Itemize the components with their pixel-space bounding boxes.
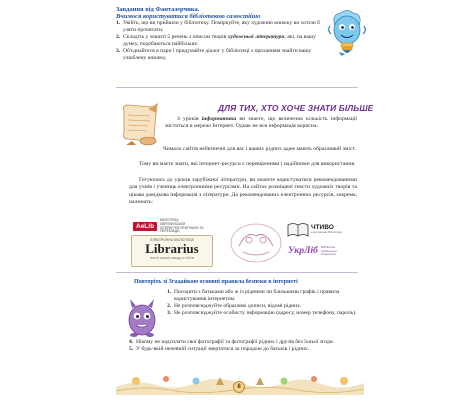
purple-monster-mascot-icon: [124, 294, 160, 338]
safety-title: Повторіть зі Згадайкою основні правила безпеки в інтернеті: [134, 279, 298, 285]
open-book-icon: [287, 222, 309, 237]
ukrlib-logo[interactable]: [288, 246, 351, 257]
task-item-1-number: 1.: [116, 20, 121, 26]
safety-item-4-number: 4.: [129, 339, 134, 345]
info-paragraph-3: Тому ви маєте знати, які інтернет-ресурси є перевіреними і надійними для використання.: [139, 161, 356, 167]
aelib-logo[interactable]: [133, 219, 204, 234]
safety-item-2-number: 2.: [167, 303, 172, 310]
safety-item-4-text: Нікому не надсилати свої фотографії та фотографії рідних і друзів без їхньої згоди.: [136, 339, 335, 345]
more-info-heading: ДЛЯ ТИХ, ХТО ХОЧЕ ЗНАТИ БІЛЬШЕ: [218, 103, 374, 113]
section-divider: [116, 87, 358, 88]
info-paragraph-1-start: З уроків: [177, 116, 202, 122]
safety-item-1-number: 1.: [167, 289, 172, 295]
info-paragraph-2: Чимало сайтів небезпечні для вас і ваших рідних адже мають образливий зміст.: [163, 146, 356, 152]
librarius-top-label: ЕЛЕКТРОННА БІБЛІОТЕКА: [150, 238, 194, 242]
safety-item-2-text: Не розповсюджуйте образливі дописи, відомі рідних.: [174, 303, 302, 310]
task-item-2: [116, 34, 324, 48]
task-item-3-number: 3.: [116, 48, 121, 55]
safety-item-5-number: 5.: [129, 346, 134, 353]
chtyvo-logo[interactable]: [287, 222, 347, 237]
task-item-3-text: Об'єднайтеся в пари і придумайте діалог у бібліотеці з проханням знайти вашу улюблену книжку.: [123, 48, 312, 62]
librarius-tagline: тексти книжок завжди з тобою: [149, 256, 195, 260]
ukrlib-description: Бібліотека Української Літератури: [320, 245, 337, 257]
task-item-2-number: 2.: [116, 34, 121, 41]
chtyvo-wordmark: ЧТИВО: [311, 224, 334, 232]
safety-list: [167, 289, 357, 317]
librarius-wordmark: Librarius: [145, 241, 199, 256]
safety-item-3: [167, 310, 357, 317]
task-item-3: [116, 48, 324, 62]
reading-children-logo-icon[interactable]: [229, 222, 283, 264]
task-item-1: [116, 20, 324, 34]
ukrlib-wordmark: УкрЛіб: [288, 246, 318, 257]
info-paragraph-1-end: ви знаєте, що величезна кількість інформації міститься в мережі Інтернет. Однак не вся інформація корисна.: [165, 116, 357, 130]
safety-item-1: [167, 289, 357, 303]
task-item-2-text-start: Складіть у зошиті 5 речень з описом творів: [123, 34, 228, 41]
info-paragraph-1: [165, 116, 357, 131]
info-paragraph-4: Готуючись до уроків зарубіжної літератури, ви можете користуватися рекомендованими для учнів і учениць електронними ресурсами. На сайтах розміщені тексти художніх творів та цікава довідкова інформація з літератури. До рекомендованих електронних ресурсів, зокрема, належать:: [129, 177, 357, 206]
task-item-2-text-end: , які, на вашу думку, подобаються найбільше.: [123, 34, 316, 48]
safety-item-3-number: 3.: [167, 310, 172, 317]
aelib-logo-mark: AeLib: [133, 222, 157, 231]
librarius-logo[interactable]: [131, 235, 213, 267]
task-subtitle: Вчимося користуватися бібліотекою самостійно: [116, 13, 261, 20]
safety-item-5: [129, 346, 359, 353]
task-item-1-text: Увійть, що ви прийшли у бібліотеку. Поміркуйте, яку художню книжку ви хотіли б узяти прочитати.: [123, 20, 321, 34]
safety-item-5-text: У будь-якій непевній ситуації звертатися за порадою до батьків і рідних.: [136, 346, 310, 353]
lightbulb-mascot-icon: [327, 8, 367, 60]
chtyvo-description: електронна бібліотека: [311, 230, 342, 235]
task-title: Завдання від Фантазерчика.: [116, 6, 200, 13]
task-list: [116, 20, 324, 63]
page-number: 8: [233, 381, 245, 393]
safety-item-3-text: Не розповсюджуйте особисту інформацію (адресу, номер телефону, пароль).: [174, 310, 357, 317]
task-item-2-emphasis: художньої літератури: [227, 34, 285, 41]
section-divider-2: [116, 272, 358, 273]
scroll-quill-icon: [118, 101, 162, 147]
info-paragraph-1-emphasis: інформатики: [201, 116, 237, 122]
safety-item-1-text: Погодити з батьками або ж із рідними чи близькими графік і правила користування інтернетом.: [174, 289, 340, 303]
aelib-description: БІБЛІОТЕКА ЄВРОПЕЙСЬКОЇ ЛІТЕРАТУРИ ОРИГІНАЛИ ТА ПЕРЕКЛАДИ: [160, 218, 204, 234]
safety-list-continued: [129, 339, 359, 353]
